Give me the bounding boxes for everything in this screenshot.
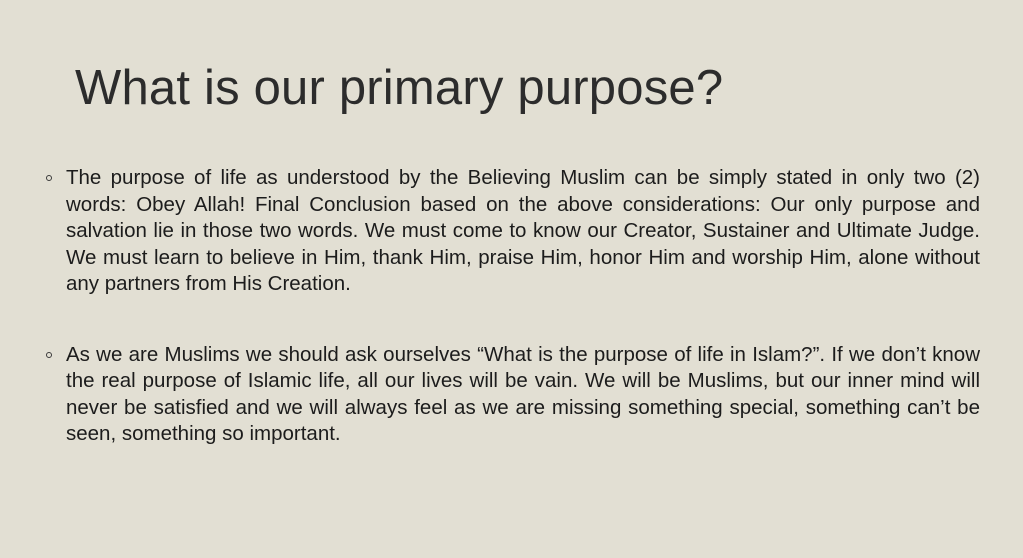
bullet-text-1: The purpose of life as understood by the Believing Muslim can be simply stated in only two (2) words: Obey Allah! Final Conclusion based on the above considerations: Our only purpose and salvation lie in those two words. We must come to know our Creator, Sustainer and Ultimate Judge. We must learn to believe in Him, thank Him, praise Him, honor Him and worship Him, alone without any partners from His Creation. [66,166,980,295]
bullet-text-2: As we are Muslims we should ask ourselves “What is the purpose of life in Islam?”. If we don’t know the real purpose of Islamic life, all our lives will be vain. We will be Muslims, but our inner mind will never be satisfied and we will always feel as we are missing something special, something can’t be seen, something so important. [66,342,980,445]
bullet-item-1 [46,165,980,298]
hollow-circle-bullet-icon [46,352,52,358]
hollow-circle-bullet-icon [46,175,52,181]
bullet-item-2 [46,342,980,448]
slide-body [46,165,980,448]
slide-title: What is our primary purpose? [75,61,724,115]
